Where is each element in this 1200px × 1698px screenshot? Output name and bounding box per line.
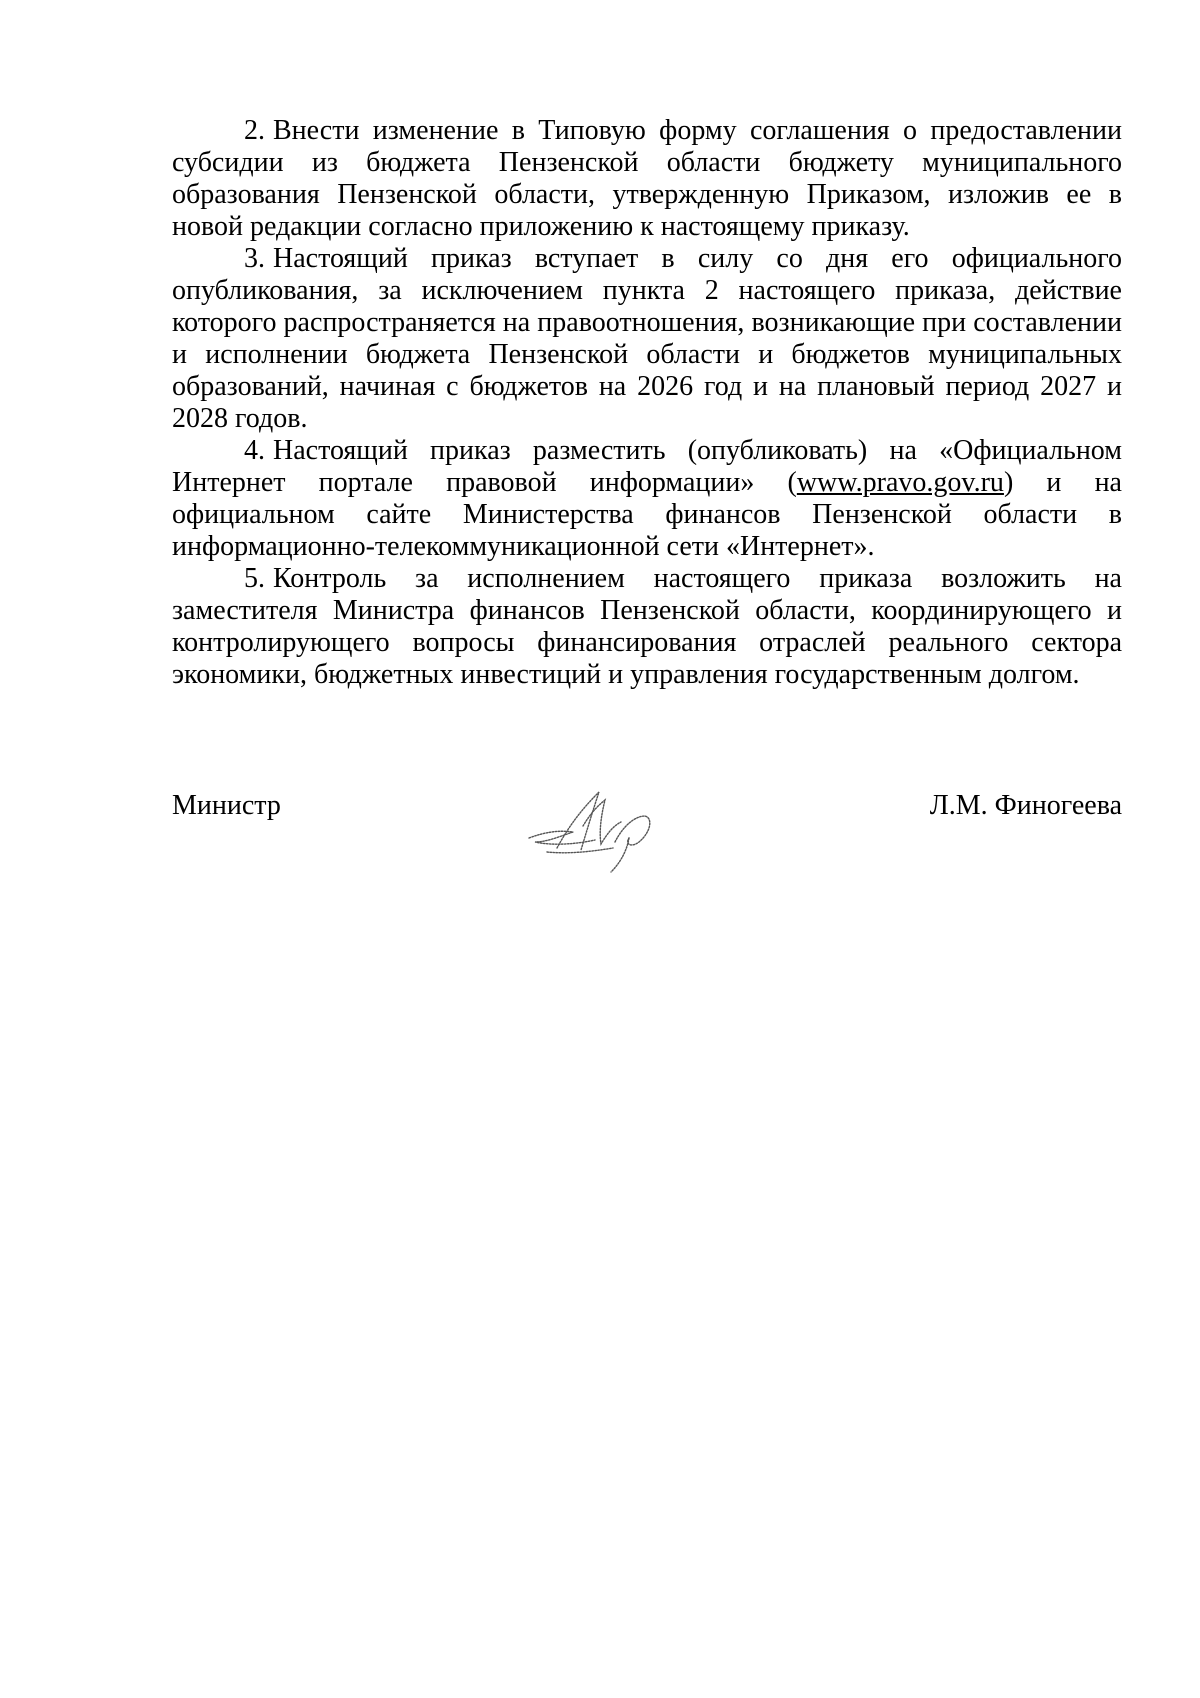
- paragraph-number: 5.: [244, 563, 265, 594]
- handwritten-signature-icon: [517, 786, 667, 876]
- paragraph-4: [172, 435, 1122, 563]
- paragraph-number: 4.: [244, 435, 265, 466]
- paragraph-5: [172, 563, 1122, 691]
- paragraph-number: 3.: [244, 243, 265, 274]
- paragraph-3: [172, 243, 1122, 435]
- signature-block: [172, 790, 1122, 890]
- signatory-position: Министр: [172, 790, 281, 821]
- paragraph-number: 2.: [244, 115, 265, 146]
- paragraph-text: Контроль за исполнением настоящего приказа возложить на заместителя Министра финансов Пензенской области, координирующего и контролирующего вопросы финансирования отраслей реального сектора экономики, бюджетных инвестиций и управления государственным долгом.: [172, 563, 1122, 690]
- pravo-link[interactable]: www.pravo.gov.ru: [796, 467, 1004, 498]
- paragraph-text: ) и на официальном сайте Министерства финансов Пензенской области в информационно-телекоммуникационной сети «Интернет».: [172, 467, 1122, 562]
- paragraph-2: [172, 115, 1122, 243]
- paragraph-text: Внести изменение в Типовую форму соглашения о предоставлении субсидии из бюджета Пензенской области бюджету муниципального образования Пензенской области, утвержденную Приказом, изложив ее в новой редакции согласно приложению к настоящему приказу.: [172, 115, 1122, 242]
- paragraph-text: Настоящий приказ разместить (опубликовать) на «Официальном Интернет портале правовой информации» (: [172, 435, 1122, 498]
- signatory-name: Л.М. Финогеева: [929, 790, 1122, 821]
- document-body: [172, 115, 1122, 691]
- paragraph-text: Настоящий приказ вступает в силу со дня его официального опубликования, за исключением пункта 2 настоящего приказа, действие которого распространяется на правоотношения, возникающие при составлении и исполнении бюджета Пензенской области и бюджетов муниципальных образований, начиная с бюджетов на 2026 год и на плановый период 2027 и 2028 годов.: [172, 243, 1122, 434]
